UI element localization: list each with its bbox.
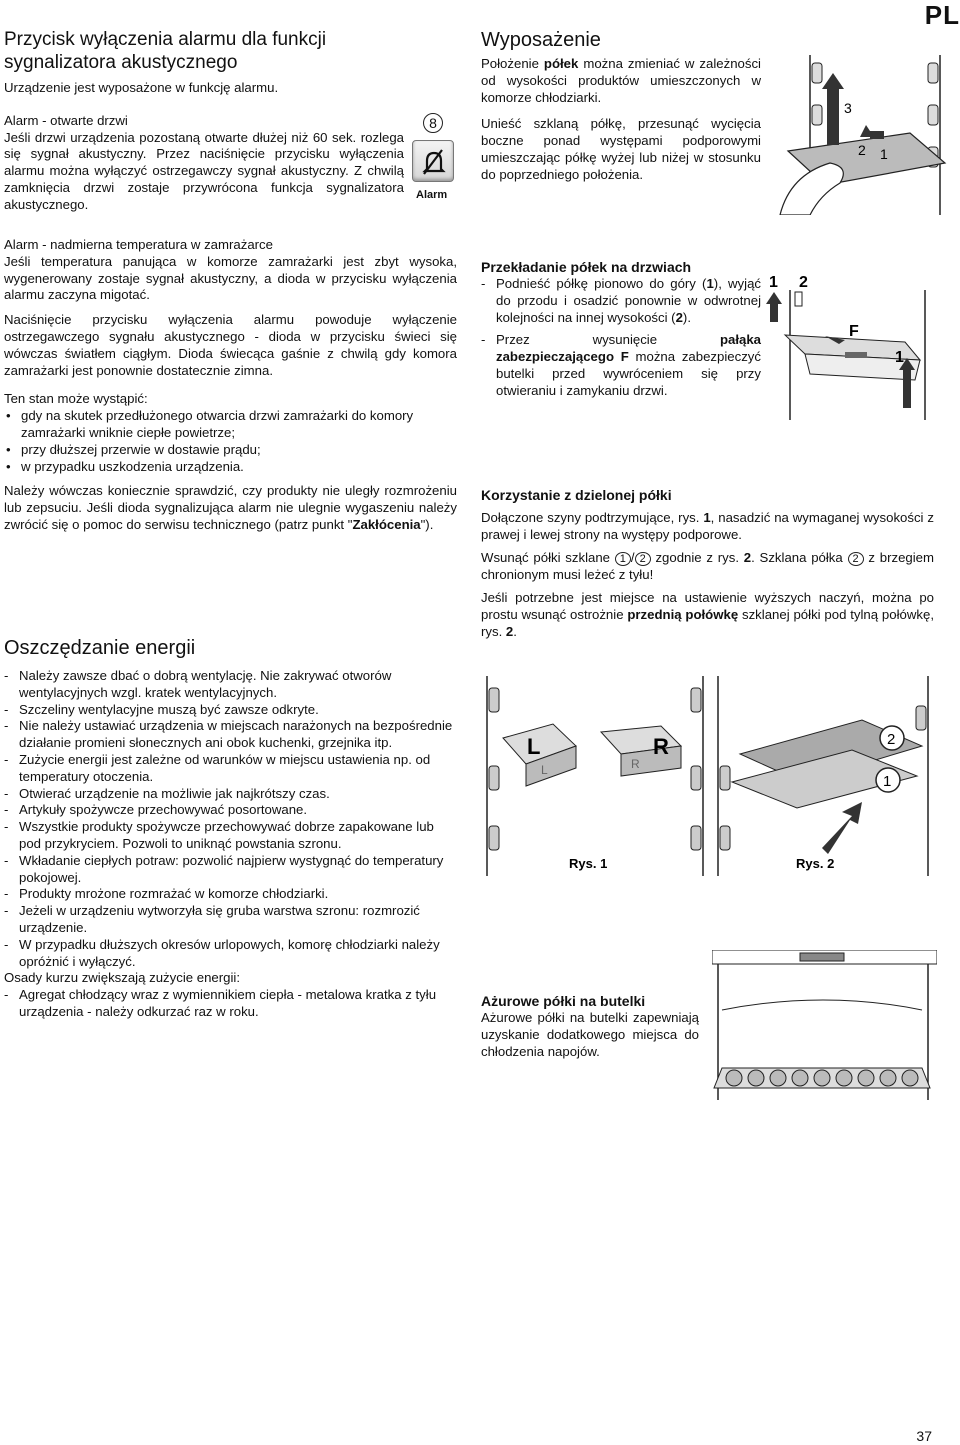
split-shelf-text-1: Dołączone szyny podtrzymujące, rys. 1, nasadzić na wymaganej wysokości z prawej i lewej strony na występy podporowe. <box>481 510 934 542</box>
door-fig-label-1b: 1 <box>895 349 904 366</box>
shelf-fig-label-3: 3 <box>844 100 852 116</box>
list-item: - Nie należy ustawiać urządzenia w miejscach narażonych na bezpośrednie działanie promieni słonecznych ani obok kuchenki, grzejnika itp. <box>4 718 457 752</box>
energy-section <box>4 636 457 1021</box>
split-shelf-text-3: Jeśli potrzebne jest miejsce na ustawienie wyższych naczyń, można po prostu wsunąć ostrożnie przednią połówkę szklanej półki pod tylną połówkę, rys. 2. <box>481 590 934 639</box>
door-fig-label-f: F <box>849 323 859 340</box>
split-shelf-text-2: Wsunąć półki szklane 1 / 2 zgodnie z rys. 2. Szklana półka 2 z brzegiem chronionym musi leżeć z tyłu! <box>481 549 934 583</box>
equipment-text-1: Położenie półek można zmieniać w zależności od wysokości produktów umieszczonych w komorze chłodziarki. <box>481 56 761 105</box>
door-alarm-heading: Alarm - otwarte drzwi <box>4 112 128 128</box>
list-item: - Należy zawsze dbać o dobrą wentylację. Nie zakrywać otworów wentylacyjnych wzgl. kratek wentylacyjnych. <box>4 668 457 702</box>
split-shelf-figure-1 <box>481 676 711 876</box>
split-shelf-figure-2 <box>712 676 937 876</box>
list-item: - Otwierać urządzenie na możliwie jak najkrótszy czas. <box>4 786 457 803</box>
list-item: • gdy na skutek przedłużonego otwarcia drzwi zamrażarki do komory zamrażarki wniknie ciepłe powietrze; <box>4 408 457 442</box>
bottle-shelf-text: Ażurowe półki na butelki zapewniają uzyskanie dodatkowego miejsca do chłodzenia napojów. <box>481 1010 699 1059</box>
muted-bell-icon <box>413 141 453 181</box>
page-number: 37 <box>916 1428 932 1444</box>
cases-heading: Ten stan może wystąpić: <box>4 391 148 407</box>
list-item: - Wkładanie ciepłych potraw: pozwolić najpierw wystygnąć do temperatury pokojowej. <box>4 853 457 887</box>
list-item: - Produkty mrożone rozmrażać w komorze chłodziarki. <box>4 886 457 903</box>
check-text: Należy wówczas koniecznie sprawdzić, czy produkty nie uległy rozmrożeniu lub zepsuciu. Jeśli dioda sygnalizująca alarm nie ulegnie wygaszeniu należy zwrócić się o pomoc do serwisu technicznego (patrz punkt "Zakłócenia"). <box>4 483 457 532</box>
shelf-fig-label-2: 2 <box>858 142 866 158</box>
door-shelves-section <box>481 258 761 400</box>
alarm-section-bottom <box>4 237 457 534</box>
alarm-intro: Urządzenie jest wyposażone w funkcję alarmu. <box>4 80 279 95</box>
fig1-letter-r-small: R <box>631 757 640 771</box>
fig1-letter-l: L <box>527 734 541 759</box>
list-item: - Wszystkie produkty spożywcze przechowywać dobrze zapakowane lub pod przykryciem. Pozwoli to uniknąć powstania szronu. <box>4 819 457 853</box>
alarm-button-illustration <box>410 113 458 205</box>
fig2-label-1: 1 <box>883 773 892 790</box>
dust-list <box>4 987 457 1021</box>
list-item: - Przez wysunięcie pałąka zabezpieczającego F można zabezpieczyć butelki przed wywróceniem się przy otwieraniu i zamykaniu drzwi. <box>481 332 761 399</box>
list-item: • przy dłuższej przerwie w dostawie prądu; <box>4 442 457 459</box>
door-shelves-heading: Przekładanie półek na drzwiach <box>481 259 692 275</box>
split-shelf-heading: Korzystanie z dzielonej półki <box>481 487 672 503</box>
bottle-shelf-section <box>481 992 699 1060</box>
fig2-caption: Rys. 2 <box>796 856 835 871</box>
list-item: - Artykuły spożywcze przechowywać posortowane. <box>4 802 457 819</box>
equipment-text-2: Unieść szklaną półkę, przesunąć wycięcia boczne ponad występami podporowymi umieszczając półkę wyżej lub niżej w stosunku do poprzedniego położenia. <box>481 116 761 182</box>
energy-list <box>4 668 457 970</box>
temp-alarm-heading: Alarm - nadmierna temperatura w zamrażarce <box>4 237 273 252</box>
alarm-icon-caption: Alarm <box>416 189 448 201</box>
door-alarm-text: Jeśli drzwi urządzenia pozostaną otwarte dłużej niż 60 sek. rozlega się sygnał akustyczny. Przez naciśnięcie przycisku wyłączenia alarmu można wyłączyć ostrzegawczy sygnał akustyczny. Z chwilą zamknięcia drzwi zostaje przywrócona funkcja sygnalizatora akustycznego. <box>4 129 404 212</box>
shelf-adjust-figure <box>770 55 950 215</box>
temp-alarm-text-1: Jeśli temperatura panująca w komorze zamrażarki jest zbyt wysoka, wygenerowany zostaje sygnał akustyczny, a dioda w przycisku wyłączenia alarmu zaczyna migotać. <box>4 253 457 303</box>
fig2-label-2: 2 <box>887 731 896 748</box>
bottle-shelf-figure <box>712 950 937 1100</box>
alarm-button <box>412 140 454 182</box>
list-item: • w przypadku uszkodzenia urządzenia. <box>4 459 457 476</box>
door-fig-label-1: 1 <box>769 274 778 291</box>
button-number-icon: 8 <box>423 113 443 133</box>
equipment-section <box>481 28 761 184</box>
shelf-fig-label-1: 1 <box>880 146 888 162</box>
energy-title: Oszczędzanie energii <box>4 637 196 659</box>
door-shelf-figure <box>765 270 940 420</box>
alarm-title: Przycisk wyłączenia alarmu dla funkcji sygnalizatora akustycznego <box>4 29 327 73</box>
list-item: - W przypadku dłuższych okresów urlopowych, komorę chłodziarki należy opróżnić i wyłączyć. <box>4 937 457 971</box>
list-item: - Szczeliny wentylacyjne muszą być zawsze odkryte. <box>4 702 457 719</box>
temp-alarm-text-2: Naciśnięcie przycisku wyłączenia alarmu powoduje wyłączenie ostrzegawczego sygnału akustycznego - dioda w przycisku świeci się wówczas światłem ciągłym. Dioda świecąca gaśnie z chwilą gdy komora zamrażarki jest ponownie dostatecznie zimna. <box>4 312 457 378</box>
language-tag: PL <box>924 0 960 30</box>
equipment-title: Wyposażenie <box>481 29 601 51</box>
split-shelf-section <box>481 486 934 641</box>
cases-list <box>4 408 457 475</box>
dust-text: Osady kurzu zwiększają zużycie energii: <box>4 970 241 986</box>
list-item: - Agregat chłodzący wraz z wymiennikiem ciepła - metalowa kratka z tyłu urządzenia - należy odkurzać raz w roku. <box>4 987 457 1021</box>
fig1-letter-l-small: L <box>541 763 548 777</box>
fig1-letter-r: R <box>653 734 669 759</box>
list-item: - Podnieść półkę pionowo do góry (1), wyjąć do przodu i osadzić ponownie w odwrotnej kolejności na innej wysokości (2). <box>481 276 761 326</box>
fig1-caption: Rys. 1 <box>569 856 608 871</box>
door-fig-label-2: 2 <box>799 274 808 291</box>
alarm-section-top <box>4 28 404 214</box>
list-item: - Jeżeli w urządzeniu wytworzyła się gruba warstwa szronu: rozmrozić urządzenie. <box>4 903 457 937</box>
bottle-shelf-heading: Ażurowe półki na butelki <box>481 993 646 1009</box>
list-item: - Zużycie energii jest zależne od warunków w miejscu ustawienia np. od temperatury otoczenia. <box>4 752 457 786</box>
door-shelves-list <box>481 276 761 400</box>
